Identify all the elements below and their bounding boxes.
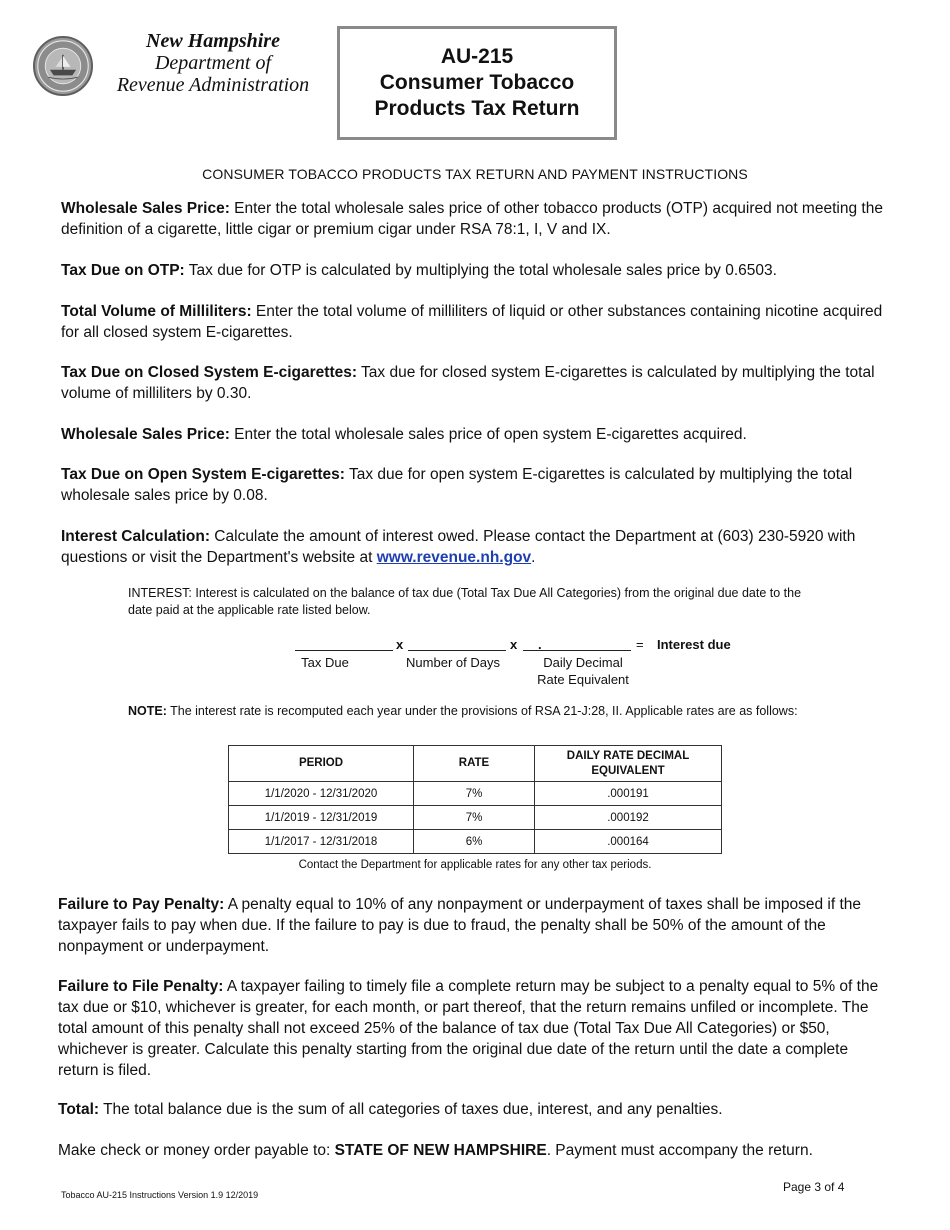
tax-due-open-section <box>61 464 891 506</box>
rate-cell: 7% <box>414 782 535 806</box>
daily-rate-header-line-1: DAILY RATE DECIMAL <box>566 749 690 762</box>
total-section <box>58 1099 888 1120</box>
instructions-subtitle: CONSUMER TOBACCO PRODUCTS TAX RETURN AND PAYMENT INSTRUCTIONS <box>202 166 748 182</box>
section-title: Tax Due on OTP: <box>61 262 185 279</box>
form-title-line-2: Products Tax Return <box>374 97 580 120</box>
equals-sign: = <box>636 637 644 652</box>
rate-label-line-1: Daily Decimal <box>543 655 623 670</box>
section-title: Wholesale Sales Price: <box>61 200 230 217</box>
days-label: Number of Days <box>406 655 500 670</box>
decimal-point: . <box>538 637 542 652</box>
form-version-footer: Tobacco AU-215 Instructions Version 1.9 12/2019 <box>61 1190 259 1200</box>
section-text: Tax due for OTP is calculated by multiplying the total wholesale sales price by 0.6503. <box>184 262 777 279</box>
section-title: Tax Due on Closed System E-cigarettes: <box>61 364 358 381</box>
agency-name <box>108 30 318 96</box>
state-seal-logo <box>33 36 93 96</box>
days-blank <box>408 650 506 651</box>
tax-due-closed-section <box>61 362 891 404</box>
rate-header: RATE <box>414 746 535 782</box>
rate-label <box>527 654 639 688</box>
payee-name: STATE OF NEW HAMPSHIRE <box>334 1142 547 1159</box>
daily-rate-cell: .000192 <box>535 806 722 830</box>
section-text: Enter the total volume of milliliters of liquid or other substances containing nicotine acquired for all closed system E-cigarettes. <box>61 303 883 341</box>
website-link[interactable]: www.revenue.nh.gov <box>376 549 532 566</box>
section-title: Total: <box>58 1101 100 1118</box>
daily-rate-header <box>535 746 722 782</box>
table-row <box>229 806 722 830</box>
agency-line-3: Revenue Administration <box>116 74 310 96</box>
period-cell: 1/1/2020 - 12/31/2020 <box>229 782 414 806</box>
interest-formula <box>0 636 950 696</box>
failure-to-pay-section <box>58 894 888 957</box>
payment-text: Make check or money order payable to: <box>58 1142 335 1159</box>
period-header: PERIOD <box>229 746 414 782</box>
form-title-box <box>337 26 617 140</box>
interest-note: INTEREST: Interest is calculated on the balance of tax due (Total Tax Due All Categories) from the original due date to the date paid at the applicable rate listed below. <box>128 586 802 617</box>
section-text: Calculate the amount of interest owed. Please contact the Department at (603) 230-5920 with questions or visit the Department's website at <box>61 528 856 566</box>
section-text: A penalty equal to 10% of any nonpayment or underpayment of taxes shall be imposed if the taxpayer fails to pay when due. If the failure to pay is due to fraud, the penalty shall be 50% of the amount of the nonpayment or underpayment. <box>58 896 862 955</box>
form-title-line-1: Consumer Tobacco <box>379 71 575 94</box>
section-title: Failure to File Penalty: <box>58 978 224 995</box>
note-label: NOTE: <box>128 704 167 718</box>
section-text: Tax due for closed system E-cigarettes is calculated by multiplying the total volume of milliliters by 0.30. <box>61 364 875 402</box>
table-row <box>229 782 722 806</box>
section-title: Failure to Pay Penalty: <box>58 896 225 913</box>
wholesale-otp-section <box>61 198 891 240</box>
interest-calc-section <box>61 526 891 568</box>
table-row <box>229 830 722 854</box>
failure-to-file-section <box>58 976 888 1081</box>
tax-due-label: Tax Due <box>301 655 349 670</box>
section-title: Total Volume of Milliliters: <box>61 303 252 320</box>
agency-line-2: Department of <box>154 52 272 74</box>
rate-label-line-2: Rate Equivalent <box>537 672 629 687</box>
multiply-sign: x <box>396 637 404 652</box>
rate-note <box>128 703 848 720</box>
period-cell: 1/1/2017 - 12/31/2018 <box>229 830 414 854</box>
agency-line-1: New Hampshire <box>146 30 280 52</box>
tax-due-blank <box>295 650 393 651</box>
section-text: A taxpayer failing to timely file a complete return may be subject to a penalty equal to 5% of the tax due or $10, whichever is greater, for each month, or part thereof, that the return remains unfiled or incomplete. The total amount of this penalty shall not exceed 25% of the balance of tax due (Total Tax Due All Categories) or $50, whichever is greater. Calculate this penalty starting from the original due date of the return until the date a complete return is filed. <box>58 978 879 1079</box>
table-header-row <box>229 746 722 782</box>
note-text: The interest rate is recomputed each year under the provisions of RSA 21-J:28, II. Applicable rates are as follows: <box>166 704 798 718</box>
rate-cell: 6% <box>414 830 535 854</box>
interest-due-label: Interest due <box>657 637 731 652</box>
section-text: Enter the total wholesale sales price of other tobacco products (OTP) acquired not meeting the definition of a cigarette, little cigar or premium cigar under RSA 78:1, I, V and IX. <box>61 200 883 238</box>
interest-rates-table <box>228 745 722 854</box>
section-text: Enter the total wholesale sales price of open system E-cigarettes acquired. <box>229 426 747 443</box>
period-cell: 1/1/2019 - 12/31/2019 <box>229 806 414 830</box>
section-title: Interest Calculation: <box>61 528 210 545</box>
total-volume-section <box>61 301 891 343</box>
wholesale-open-section <box>61 424 891 445</box>
section-text: The total balance due is the sum of all categories of taxes due, interest, and any penalties. <box>99 1101 723 1118</box>
contact-note: Contact the Department for applicable rates for any other tax periods. <box>298 859 652 871</box>
form-number: AU-215 <box>440 45 514 68</box>
tax-due-otp-section <box>61 260 891 281</box>
page-number: Page 3 of 4 <box>783 1180 845 1194</box>
section-text: Tax due for open system E-cigarettes is calculated by multiplying the total wholesale sales price by 0.08. <box>61 466 853 504</box>
payment-text-end: . Payment must accompany the return. <box>546 1142 813 1159</box>
multiply-sign: x <box>510 637 518 652</box>
section-title: Tax Due on Open System E-cigarettes: <box>61 466 345 483</box>
daily-rate-cell: .000191 <box>535 782 722 806</box>
rate-cell: 7% <box>414 806 535 830</box>
section-title: Wholesale Sales Price: <box>61 426 230 443</box>
daily-rate-cell: .000164 <box>535 830 722 854</box>
daily-rate-header-line-2: EQUIVALENT <box>591 764 665 777</box>
payment-instructions <box>58 1140 888 1161</box>
section-text-end: . <box>531 549 536 566</box>
